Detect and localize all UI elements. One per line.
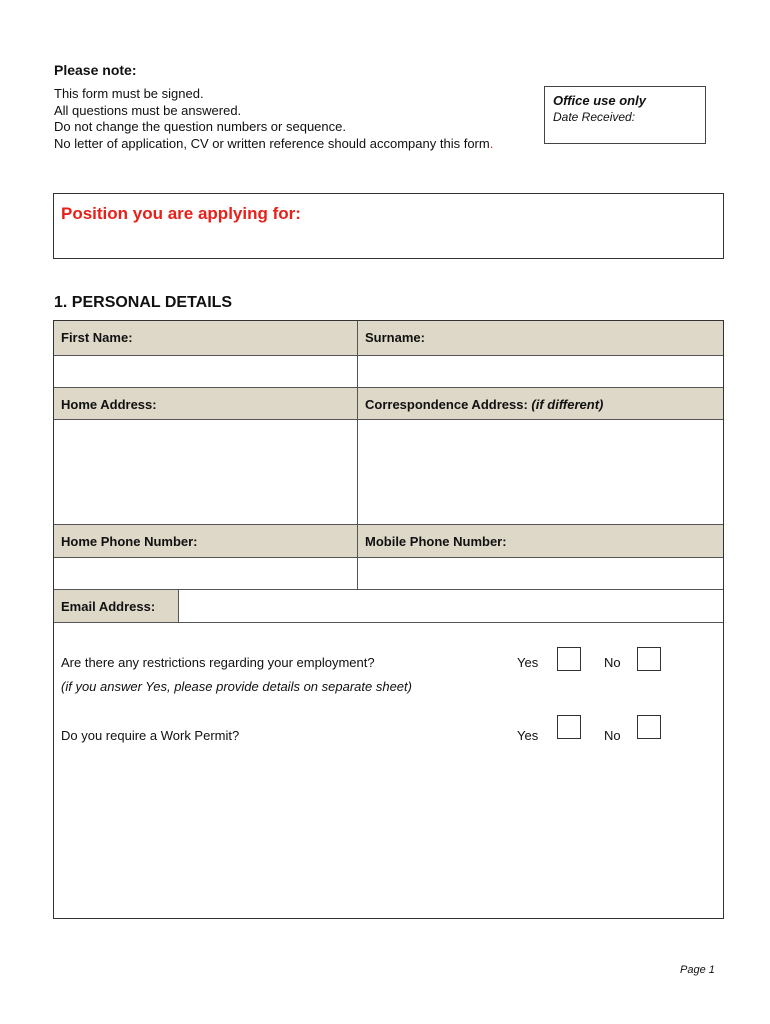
personal-details-form <box>53 320 724 919</box>
work-permit-question: Do you require a Work Permit? <box>61 728 240 743</box>
restrictions-no-checkbox[interactable] <box>637 647 661 671</box>
note-line: All questions must be answered. <box>54 102 242 118</box>
note-title: Please note: <box>54 62 137 78</box>
correspondence-address-input[interactable] <box>358 420 723 524</box>
note-lines <box>54 86 493 152</box>
date-received-label: Date Received: <box>553 110 636 124</box>
position-field[interactable] <box>53 193 724 259</box>
email-label: Email Address: <box>54 590 178 622</box>
divider <box>54 622 723 623</box>
work-permit-no-checkbox[interactable] <box>637 715 661 739</box>
correspondence-address-note: (if different) <box>531 397 604 412</box>
note-line: Do not change the question numbers or sequence. <box>54 119 346 134</box>
office-use-box <box>544 86 706 144</box>
restrictions-yes-label: Yes <box>517 655 539 670</box>
work-permit-no-label: No <box>604 728 621 743</box>
section-title: 1. PERSONAL DETAILS <box>54 294 233 311</box>
first-name-label: First Name: <box>54 321 357 355</box>
home-address-input[interactable] <box>54 420 357 524</box>
home-phone-label: Home Phone Number: <box>54 525 357 557</box>
position-label: Position you are applying for: <box>61 204 301 223</box>
first-name-input[interactable] <box>54 356 357 387</box>
restrictions-question: Are there any restrictions regarding your employment? <box>61 655 375 670</box>
note-trailing-dot: . <box>489 135 494 151</box>
mobile-phone-input[interactable] <box>358 558 723 589</box>
restrictions-yes-checkbox[interactable] <box>557 647 581 671</box>
mobile-phone-label: Mobile Phone Number: <box>358 525 723 557</box>
email-input[interactable] <box>179 590 723 622</box>
note-line <box>54 136 493 153</box>
work-permit-yes-checkbox[interactable] <box>557 715 581 739</box>
page-number: Page 1 <box>680 964 715 976</box>
correspondence-address-text: Correspondence Address: <box>365 397 528 412</box>
work-permit-yes-label: Yes <box>517 728 539 743</box>
restrictions-note: (if you answer Yes, please provide details on separate sheet) <box>61 679 412 694</box>
home-address-label: Home Address: <box>54 388 357 419</box>
surname-input[interactable] <box>358 356 723 387</box>
office-use-title: Office use only <box>553 93 646 108</box>
column-divider <box>357 321 358 589</box>
correspondence-address-label <box>358 388 723 419</box>
note-line: This form must be signed. <box>54 86 204 101</box>
surname-label: Surname: <box>358 321 723 355</box>
home-phone-input[interactable] <box>54 558 357 589</box>
note-line-text: No letter of application, CV or written reference should accompany this form <box>54 135 490 151</box>
restrictions-no-label: No <box>604 655 621 670</box>
